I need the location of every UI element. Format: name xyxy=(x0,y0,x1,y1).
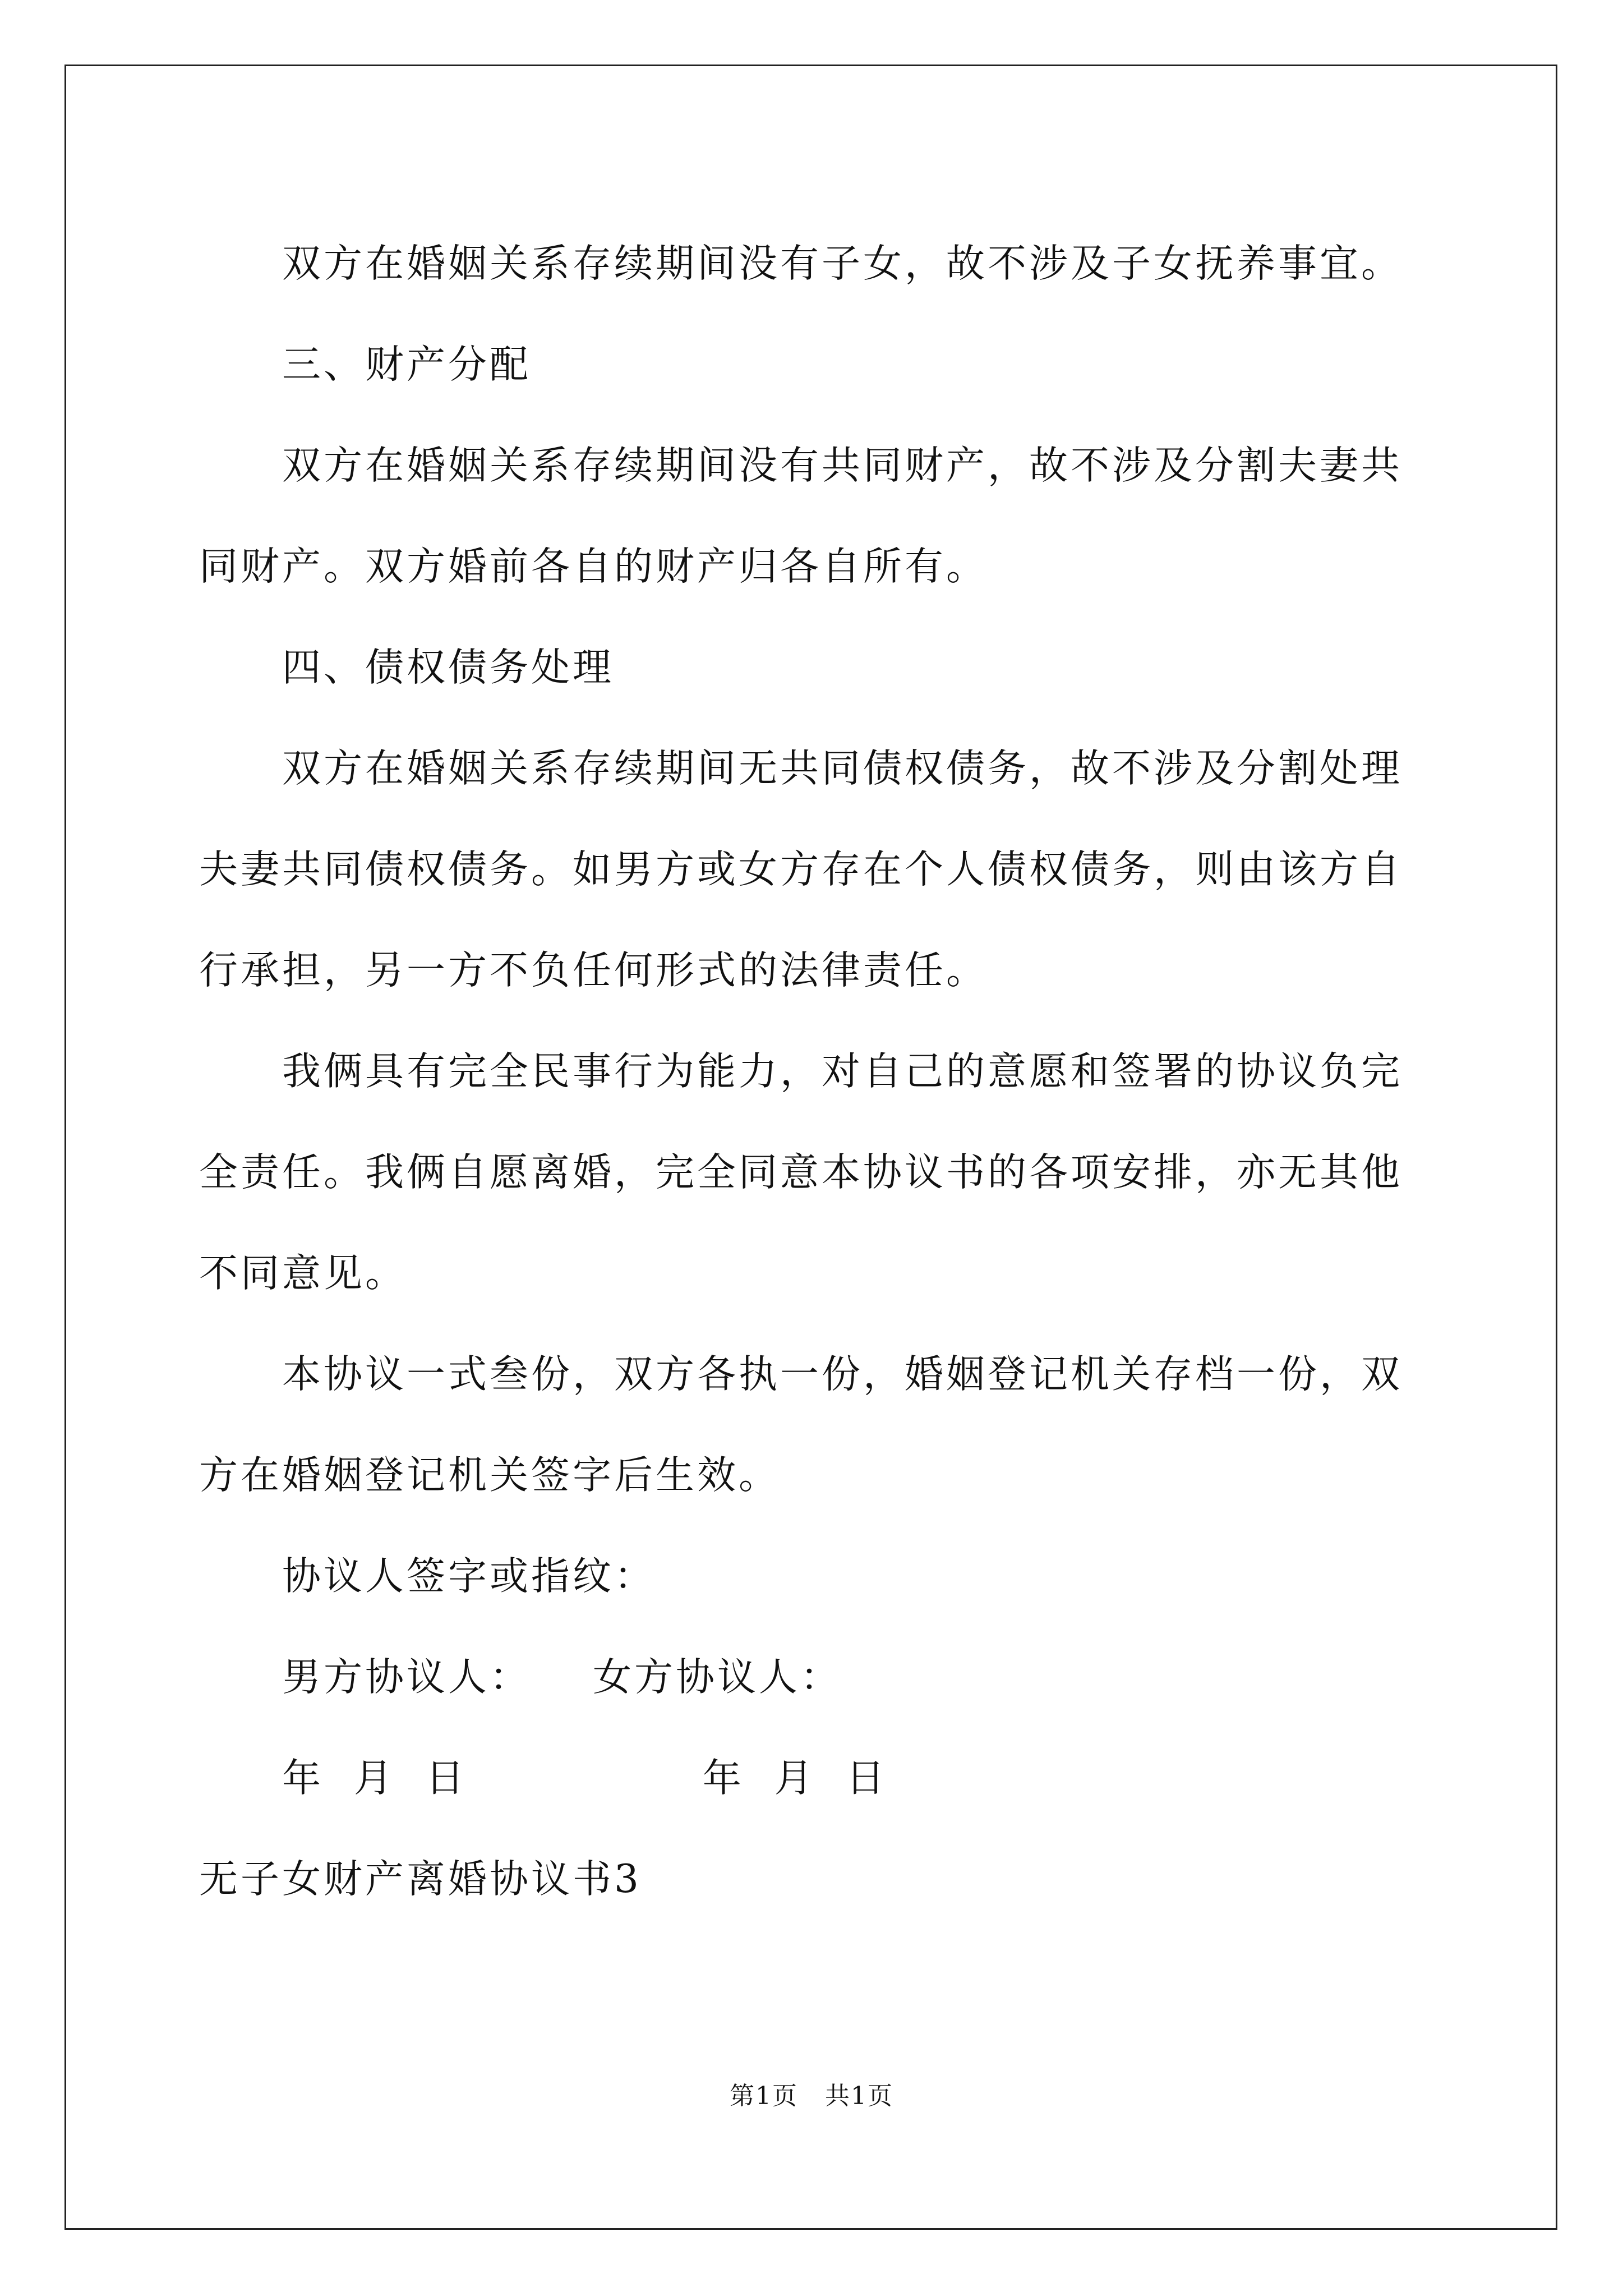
heading-debts: 四、债权债务处理 xyxy=(282,645,614,690)
paragraph-copies: 本协议一式叁份，双方各执一份，婚姻登记机关存档一份，双方在婚姻登记机关签字后生效。 xyxy=(199,1352,1403,1498)
document-body xyxy=(199,213,1433,1930)
paragraph-debts: 双方在婚姻关系存续期间无共同债权债务，故不涉及分割处理夫妻共同债权债务。如男方或女方存在个人债权债务，则由该方自行承担，另一方不负任何形式的法律责任。 xyxy=(199,746,1403,993)
signature-labels-row xyxy=(199,1627,1433,1728)
female-date: 年 月 日 xyxy=(702,1756,888,1801)
date-row xyxy=(199,1728,1433,1829)
signature-heading: 协议人签字或指纹： xyxy=(282,1554,656,1599)
female-signatory-label: 女方协议人： xyxy=(593,1655,842,1700)
paragraph-capacity: 我俩具有完全民事行为能力，对自己的意愿和签署的协议负完全责任。我俩自愿离婚，完全同意本协议书的各项安排，亦无其他不同意见。 xyxy=(199,1049,1403,1296)
paragraph-children: 双方在婚姻关系存续期间没有子女，故不涉及子女抚养事宜。 xyxy=(282,241,1403,286)
page-footer: 第1页 共1页 xyxy=(730,2082,893,2110)
heading-property: 三、财产分配 xyxy=(282,342,531,387)
next-document-title: 无子女财产离婚协议书3 xyxy=(199,1857,642,1902)
male-signatory-label: 男方协议人： xyxy=(282,1655,531,1700)
paragraph-property: 双方在婚姻关系存续期间没有共同财产，故不涉及分割夫妻共同财产。双方婚前各自的财产归各自所有。 xyxy=(199,443,1403,589)
male-date: 年 月 日 xyxy=(282,1756,467,1801)
